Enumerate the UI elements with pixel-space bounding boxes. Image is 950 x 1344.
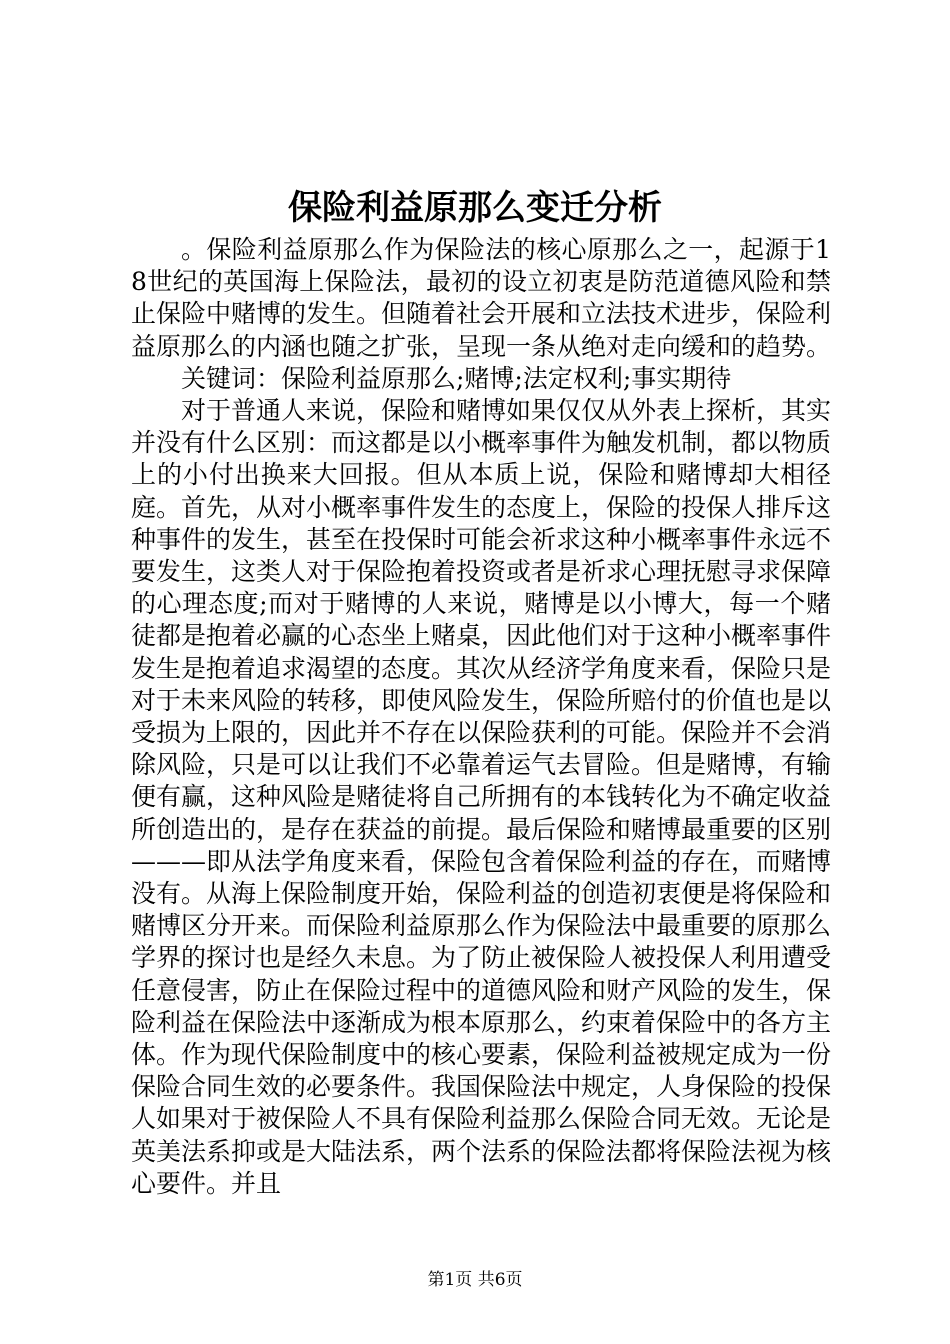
- document-body: [131, 234, 831, 1200]
- body-paragraph: 对于普通人来说，保险和赌博如果仅仅从外表上探析，其实并没有什么区别：而这都是以小概率事件为触发机制，都以物质上的小付出换来大回报。但从本质上说，保险和赌博却大相径庭。首先，从对小概率事件发生的态度上，保险的投保人排斥这种事件的发生，甚至在投保时可能会祈求这种小概率事件永远不要发生，这类人对于保险抱着投资或者是祈求心理抚慰寻求保障的心理态度;而对于赌博的人来说，赌博是以小博大，每一个赌徒都是抱着必赢的心态坐上赌桌，因此他们对于这种小概率事件发生是抱着追求渴望的态度。其次从经济学角度来看，保险只是对于未来风险的转移，即使风险发生，保险所赔付的价值也是以受损为上限的，因此并不存在以保险获利的可能。保险并不会消除风险，只是可以让我们不必靠着运气去冒险。但是赌博，有输便有赢，这种风险是赌徒将自己所拥有的本钱转化为不确定收益所创造出的，是存在获益的前提。最后保险和赌博最重要的区别———即从法学角度来看，保险包含着保险利益的存在，而赌博没有。从海上保险制度开始，保险利益的创造初衷便是将保险和赌博区分开来。而保险利益原那么作为保险法中最重要的原那么学界的探讨也是经久未息。为了防止被保险人被投保人利用遭受任意侵害，防止在保险过程中的道德风险和财产风险的发生，保险利益在保险法中逐渐成为根本原那么，约束着保险中的各方主体。作为现代保险制度中的核心要素，保险利益被规定成为一份保险合同生效的必要条件。我国保险法中规定，人身保险的投保人如果对于被保险人不具有保险利益那么保险合同无效。无论是英美法系抑或是大陆法系，两个法系的保险法都将保险法视为核心要件。并且: [131, 396, 832, 1198]
- page-footer: 第1页 共6页: [427, 1270, 523, 1290]
- keywords-paragraph: 关键词：保险利益原那么;赌博;法定权利;事实期待: [181, 363, 732, 393]
- abstract-paragraph: 。保险利益原那么作为保险法的核心原那么之一，起源于18世纪的英国海上保险法，最初的设立初衷是防范道德风险和禁止保险中赌博的发生。但随着社会开展和立法技术进步，保险利益原那么的内涵也随之扩张，呈现一条从绝对走向缓和的趋势。: [131, 235, 832, 361]
- document-title: 保险利益原那么变迁分析: [288, 188, 662, 228]
